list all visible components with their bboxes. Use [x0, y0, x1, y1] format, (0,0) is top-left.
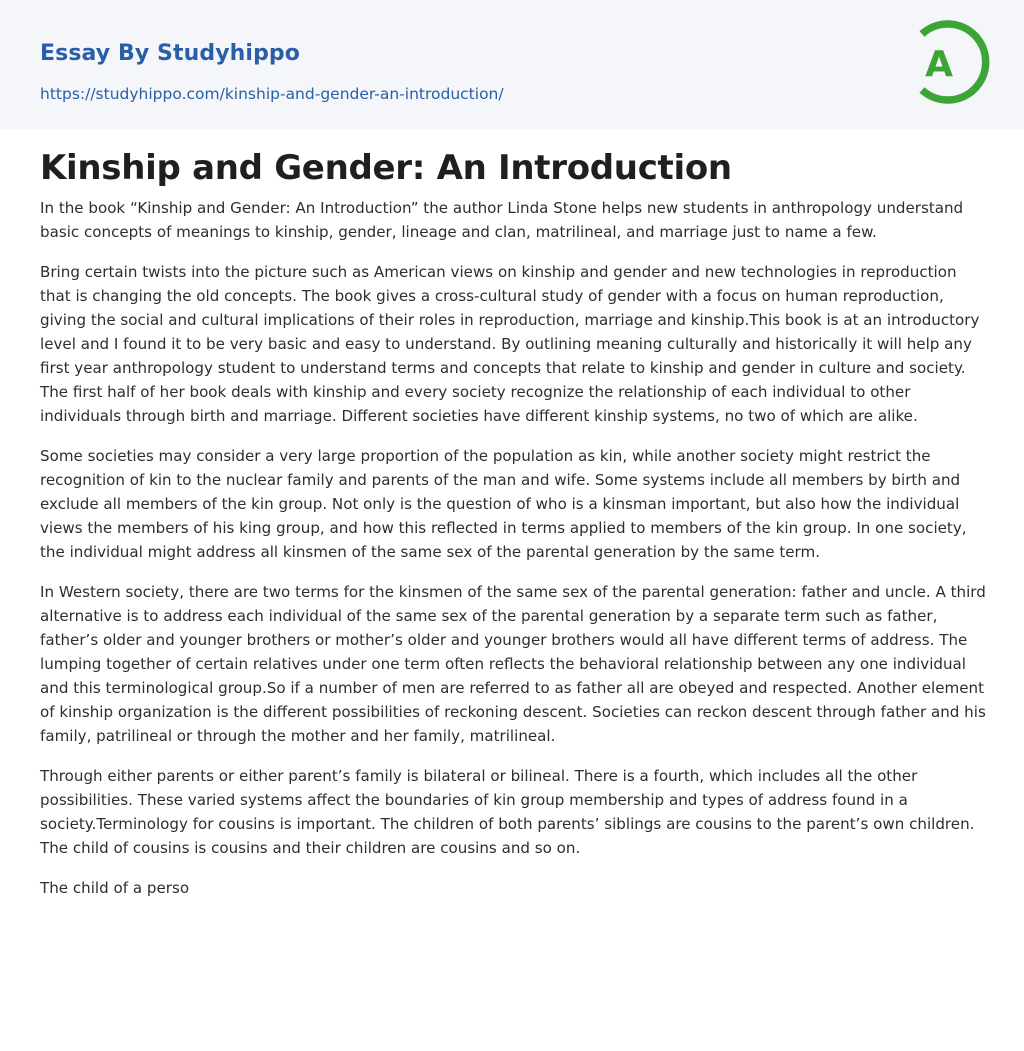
article [40, 146, 990, 916]
article-paragraph: In Western society, there are two terms for the kinsmen of the same sex of the parental generation: father and uncle. A third alternative is to address each individual of the same sex of the parental generation by a separate term such as father, father’s older and younger brothers or mother’s older and younger brothers would all have different terms of address. The lumping together of certain relatives under one term often reflects the behavioral relationship between any one individual and this terminological group.So if a number of men are referred to as father all are obeyed and respected. Another element of kinship organization is the different possibilities of reckoning descent. Societies can reckon descent through father and his family, patrilineal or through the mother and her family, matrilineal. [40, 583, 986, 745]
source-url-link[interactable]: https://studyhippo.com/kinship-and-gender-an-introduction/ [40, 85, 504, 103]
page-header [0, 0, 1024, 129]
article-paragraph: The child of a perso [40, 879, 190, 897]
article-paragraph: Bring certain twists into the picture such as American views on kinship and gender and new technologies in reproduction that is changing the old concepts. The book gives a cross-cultural study of gender with a focus on human reproduction, giving the social and cultural implications of their roles in reproduction, marriage and kinship.This book is at an introductory level and I found it to be very basic and easy to understand. By outlining meaning culturally and historically it will help any first year anthropology student to understand terms and concepts that relate to kinship and gender in culture and society. The first half of her book deals with kinship and every society recognize the relationship of each individual to other individuals through birth and marriage. Different societies have different kinship systems, no two of which are alike. [40, 263, 980, 425]
studyhippo-logo-icon[interactable] [906, 18, 990, 106]
article-paragraph: Some societies may consider a very large proportion of the population as kin, while another society might restrict the recognition of kin to the nuclear family and parents of the man and wife. Some systems include all members by birth and exclude all members of the kin group. Not only is the question of who is a kinsman important, but also how the individual views the members of his king group, and how this reflected in terms applied to members of the kin group. In one society, the individual might address all kinsmen of the same sex of the parental generation by the same term. [40, 447, 967, 561]
article-title: Kinship and Gender: An Introduction [40, 148, 732, 188]
article-paragraph: In the book “Kinship and Gender: An Introduction” the author Linda Stone helps new students in anthropology understand basic concepts of meanings to kinship, gender, lineage and clan, matrilineal, and marriage just to name a few. [40, 199, 964, 241]
article-paragraph: Through either parents or either parent’s family is bilateral or bilineal. There is a fourth, which includes all the other possibilities. These varied systems affect the boundaries of kin group membership and types of address found in a society.Terminology for cousins is important. The children of both parents’ siblings are cousins to the parent’s own children. The child of cousins is cousins and their children are cousins and so on. [40, 767, 975, 857]
logo-letter: A [925, 44, 953, 85]
brand-title: Essay By Studyhippo [40, 41, 300, 66]
